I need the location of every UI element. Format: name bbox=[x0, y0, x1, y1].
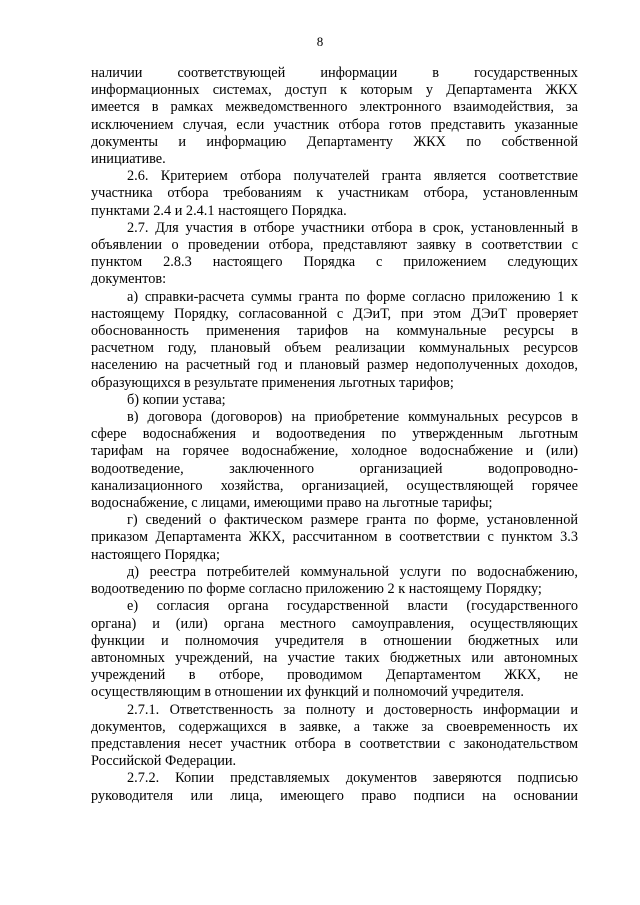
text-line: канализационного хозяйства, организацией, осуществляющей горячее bbox=[91, 477, 578, 494]
text-line: 2.7.1. Ответственность за полноту и достоверность информации и bbox=[127, 701, 578, 718]
text-line: приказом Департамента ЖКХ, рассчитанном в соответствии с пунктом 3.3 bbox=[91, 529, 578, 546]
text-line: д) реестра потребителей коммунальной услуги по водоснабжению, bbox=[127, 563, 578, 580]
word: отборе, bbox=[218, 667, 264, 684]
text-line: в) договора (договоров) на приобретение коммунальных ресурсов в bbox=[127, 409, 578, 426]
text-line: 2.7.2. Копии представляемых документов заверяются подписью bbox=[127, 770, 578, 787]
word: ЖКХ, bbox=[504, 667, 541, 684]
word: проводимом bbox=[287, 667, 363, 684]
text-line: функции и полномочия учредителя в отношении бюджетных или bbox=[91, 632, 578, 649]
text-line: представления несет участник отбора в соответствии с законодательством bbox=[91, 735, 578, 752]
word: заключенного bbox=[229, 460, 314, 477]
paragraph-p-d bbox=[91, 564, 578, 598]
word: с bbox=[376, 254, 383, 271]
text-line: осуществляющим в отношении их функций и полномочий учредителя. bbox=[91, 684, 524, 701]
word: следующих bbox=[507, 254, 578, 271]
document-body bbox=[91, 65, 578, 805]
paragraph-p-v bbox=[91, 409, 578, 512]
word: организацией bbox=[359, 460, 443, 477]
text-line: руководителя или лица, имеющего право подписи на основании bbox=[91, 787, 578, 804]
text-line: инициативе. bbox=[91, 151, 166, 168]
word: 2.8.3 bbox=[163, 254, 192, 271]
text-line: информационных системах, доступ к которым у Департамента ЖКХ bbox=[91, 82, 578, 99]
word: ЖКХ bbox=[413, 133, 446, 150]
word: в bbox=[188, 667, 196, 684]
text-line: Российской Федерации. bbox=[91, 753, 237, 770]
word: по bbox=[466, 133, 482, 150]
text-line: тарифам на горячее водоснабжение, холодное водоснабжение и (или) bbox=[91, 443, 578, 460]
text-line: населению на расчетный год и плановый размер недополученных доходов, bbox=[91, 357, 578, 374]
word: информации bbox=[320, 65, 398, 81]
word: настоящего bbox=[212, 254, 283, 271]
text-line: г) сведений о фактическом размере гранта по форме, установленной bbox=[127, 512, 578, 529]
text-line bbox=[91, 667, 578, 684]
text-line: 2.6. Критерием отбора получателей гранта является соответствие bbox=[127, 168, 578, 185]
text-line: органа) и (или) органа местного самоуправления, осуществляющих bbox=[91, 615, 578, 632]
word: водоотведение, bbox=[91, 460, 184, 477]
word: наличии bbox=[91, 65, 143, 81]
text-line bbox=[91, 254, 578, 271]
paragraph-p2-7-2 bbox=[91, 770, 578, 804]
paragraph-cont bbox=[91, 65, 578, 168]
word: соответствующей bbox=[177, 65, 286, 81]
text-line bbox=[91, 461, 578, 478]
paragraph-p-a bbox=[91, 289, 578, 392]
paragraph-p2-7-1 bbox=[91, 702, 578, 771]
text-line: объявлении о проведении отбора, представляют заявку в соответствии с bbox=[91, 237, 578, 254]
text-line bbox=[91, 134, 578, 151]
paragraph-p-b bbox=[91, 392, 578, 409]
word: информацию bbox=[206, 133, 287, 150]
word: и bbox=[178, 133, 187, 150]
text-line: документов: bbox=[91, 271, 167, 288]
text-line: настоящему Порядку, согласованной с ДЭиТ, при этом ДЭиТ проверяет bbox=[91, 305, 578, 322]
text-line: б) копии устава; bbox=[127, 391, 226, 408]
word: собственной bbox=[501, 133, 578, 150]
text-line: исключением случая, если участник отбора готов представить указанные bbox=[91, 116, 578, 133]
text-line: водоснабжение, с лицами, имеющими право на льготные тарифы; bbox=[91, 495, 493, 512]
text-line: пунктами 2.4 и 2.4.1 настоящего Порядка. bbox=[91, 202, 347, 219]
text-line: расчетном году, плановый объем реализации коммунальных ресурсов bbox=[91, 340, 578, 357]
paragraph-p-e bbox=[91, 598, 578, 701]
page-number: 8 bbox=[316, 34, 324, 49]
text-line: настоящего Порядка; bbox=[91, 546, 220, 563]
text-line: имеется в рамках межведомственного электронного взаимодействия, за bbox=[91, 99, 578, 116]
text-line: 2.7. Для участия в отборе участники отбора в срок, установленный в bbox=[127, 219, 578, 236]
word: приложением bbox=[403, 254, 487, 271]
word: Порядка bbox=[303, 254, 356, 271]
paragraph-p2-6 bbox=[91, 168, 578, 220]
text-line: обоснованность применения тарифов на коммунальные ресурсы в bbox=[91, 323, 578, 340]
word: пунктом bbox=[91, 254, 143, 271]
word: в bbox=[432, 65, 440, 81]
text-line: а) справки-расчета суммы гранта по форме согласно приложению 1 к bbox=[127, 288, 578, 305]
word: водопроводно- bbox=[488, 460, 578, 477]
paragraph-p2-7 bbox=[91, 220, 578, 289]
text-line: образующихся в результате применения льготных тарифов; bbox=[91, 374, 454, 391]
word: Департаментом bbox=[385, 667, 481, 684]
text-line bbox=[91, 65, 578, 82]
word: Департаменту bbox=[306, 133, 393, 150]
word: не bbox=[564, 667, 578, 684]
word: учреждений bbox=[91, 667, 166, 684]
text-line: е) согласия органа государственной власти (государственного bbox=[127, 598, 578, 615]
word: документы bbox=[91, 133, 159, 150]
paragraph-p-g bbox=[91, 512, 578, 564]
text-line: автономных учреждений, на участие таких бюджетных или автономных bbox=[91, 649, 578, 666]
text-line: документов, содержащихся в заявке, а также за своевременность их bbox=[91, 718, 578, 735]
text-line: сфере водоснабжения и водоотведения по утвержденным льготным bbox=[91, 426, 578, 443]
text-line: участника отбора требованиям к участникам отбора, установленным bbox=[91, 185, 578, 202]
text-line: водоотведению по форме согласно приложению 2 к настоящему Порядку; bbox=[91, 581, 542, 598]
word: государственных bbox=[474, 65, 578, 81]
